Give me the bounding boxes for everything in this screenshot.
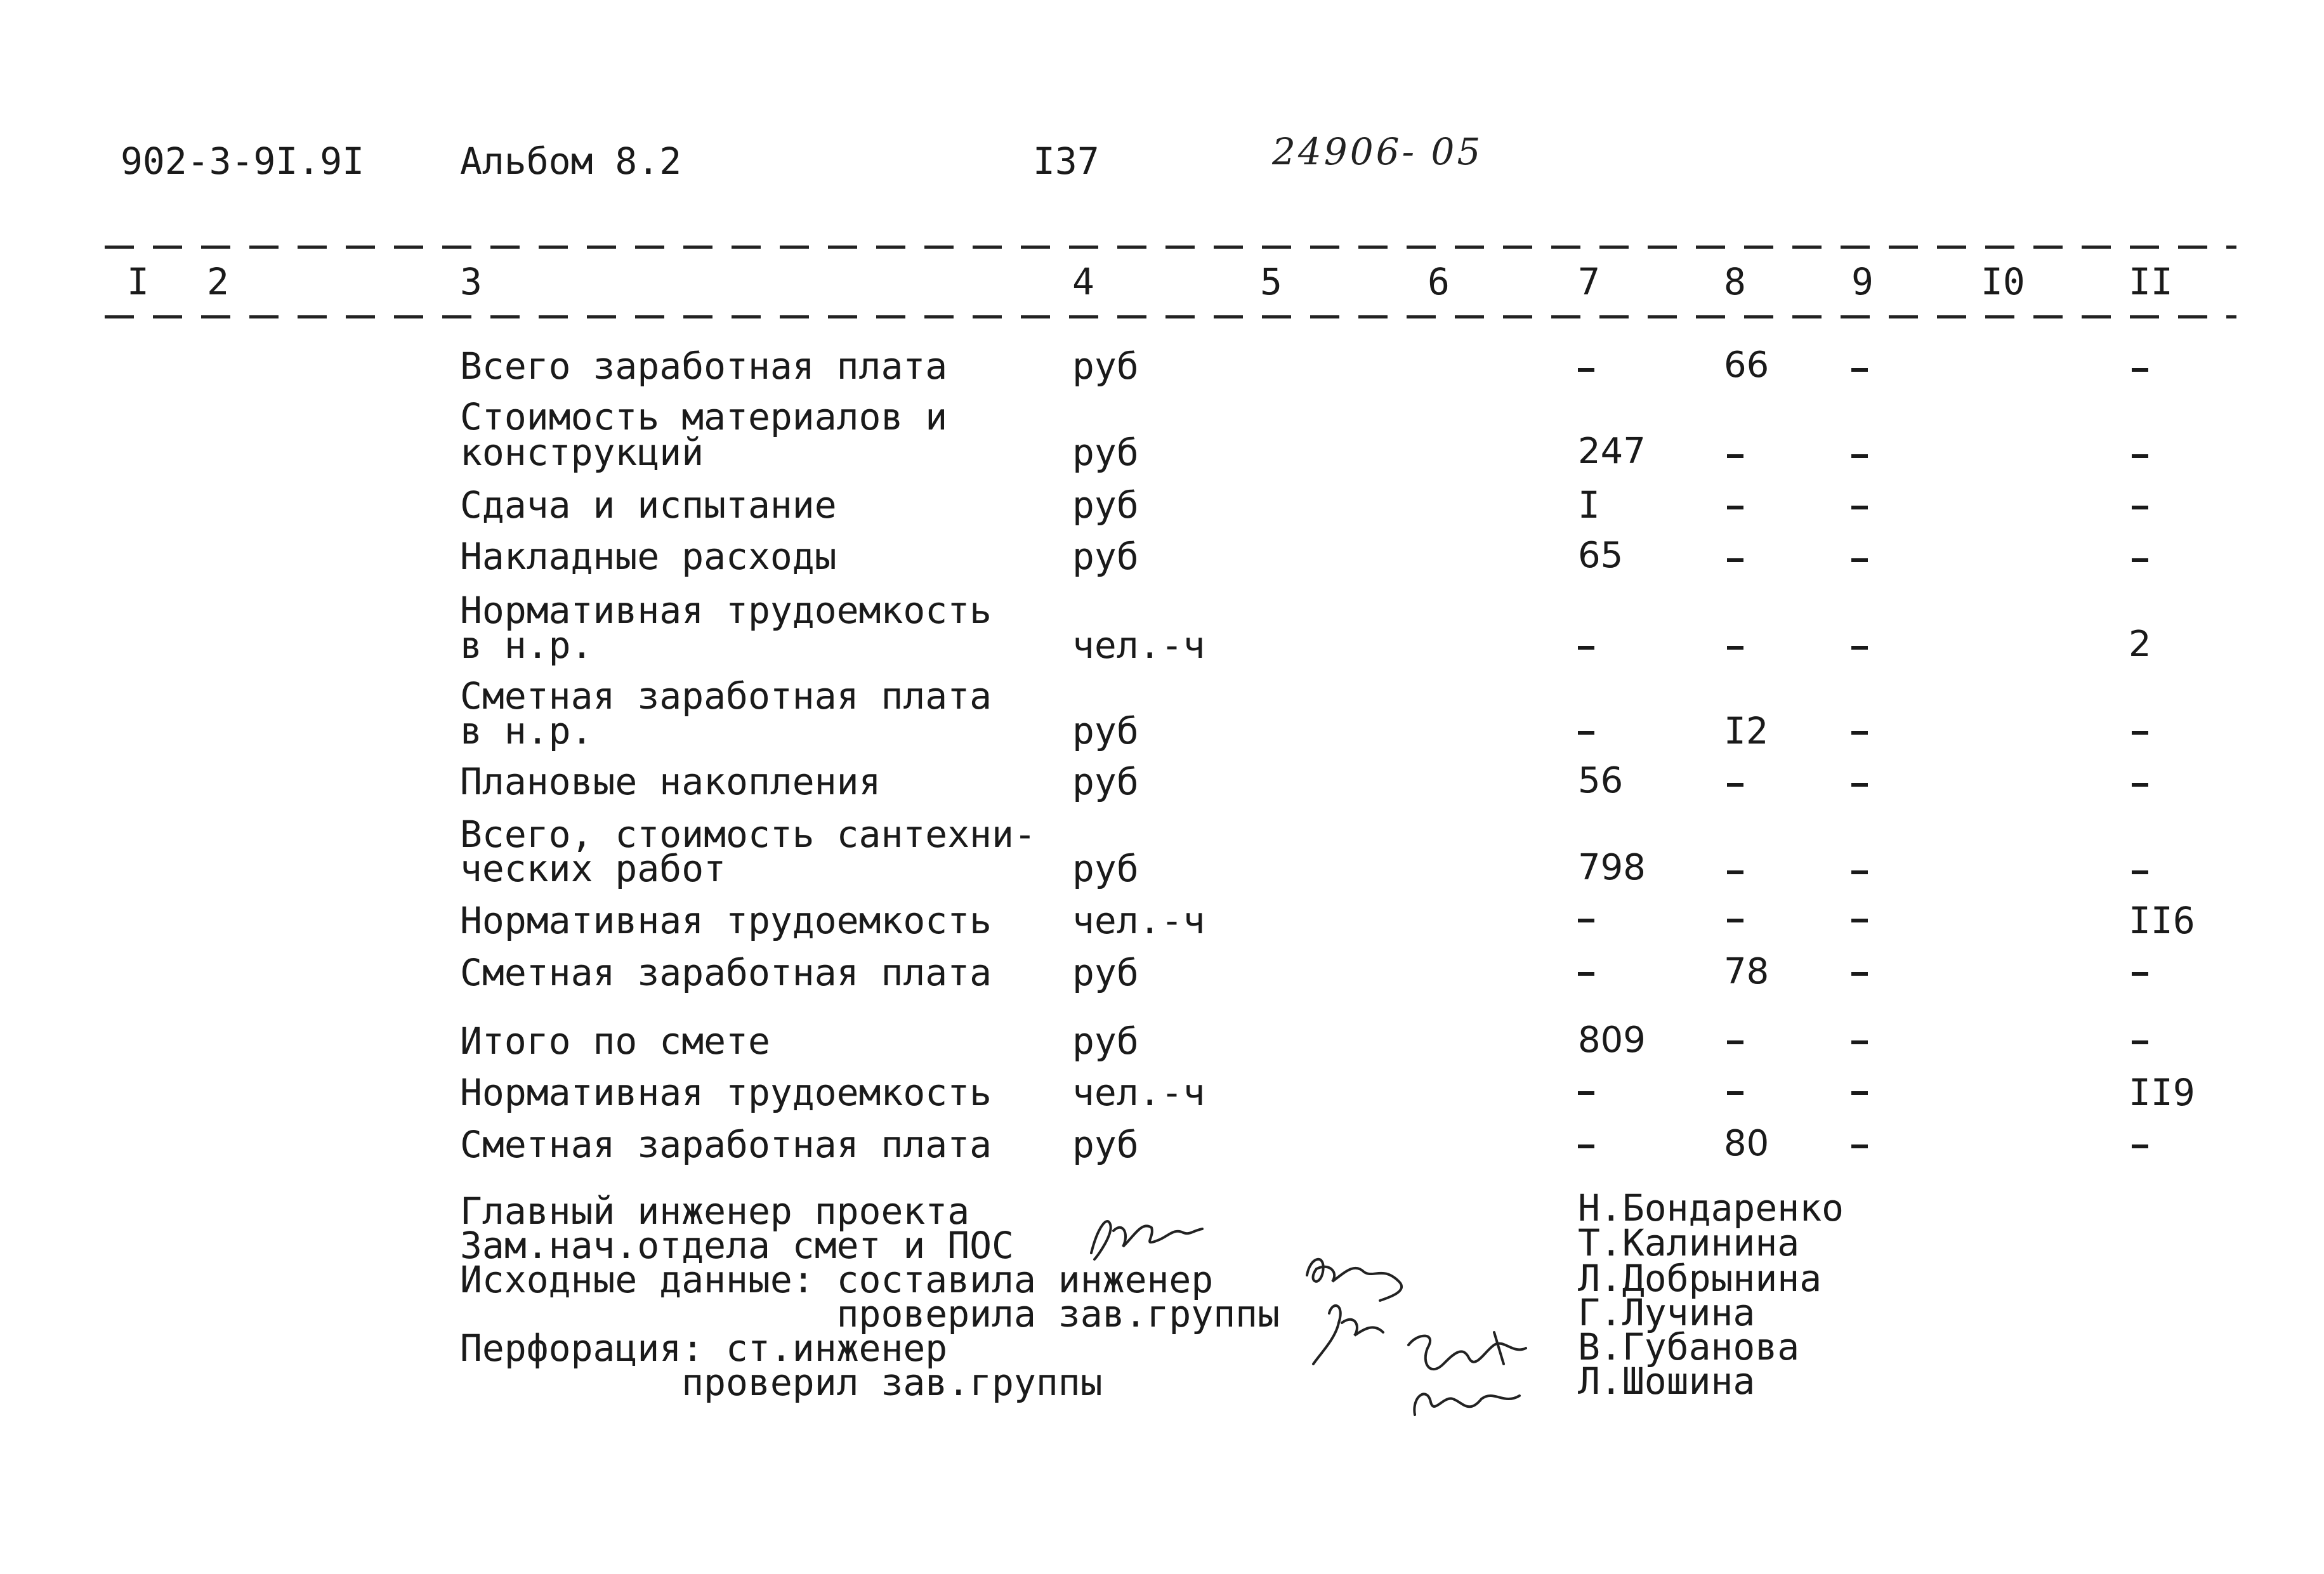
row-col11-dash	[2132, 506, 2148, 509]
row-col11-dash	[2132, 870, 2148, 874]
row-col7-dash	[1578, 368, 1594, 372]
role-perforation-checked: проверил зав.группы	[460, 1361, 1103, 1404]
column-header-5: 5	[1260, 260, 1282, 303]
row-name-line-1: Сметная заработная плата	[460, 674, 992, 718]
row-name-line-1: Всего, стоимость сантехни-	[460, 813, 1036, 856]
row-col7-value: 56	[1578, 760, 1624, 801]
row-col7-dash	[1578, 919, 1594, 922]
row-name-line-1: Стоимость материалов и	[460, 395, 948, 438]
row-name-line-2: ческих работ	[460, 847, 726, 890]
row-col8-dash	[1727, 646, 1743, 650]
row-col9-dash	[1851, 1144, 1868, 1148]
row-name-line-2: в н.р.	[460, 709, 593, 752]
row-col11-value: II6	[2129, 899, 2195, 942]
row-unit: руб	[1072, 847, 1139, 890]
row-col8-dash	[1727, 558, 1743, 562]
document-code: 902-3-9I.9I	[121, 140, 365, 183]
row-col8-value: 66	[1724, 344, 1769, 386]
column-header-6: 6	[1428, 260, 1450, 303]
row-col8-dash	[1727, 454, 1743, 458]
row-unit: руб	[1072, 483, 1139, 527]
row-unit: руб	[1072, 1020, 1139, 1063]
row-col7-value: 809	[1578, 1020, 1646, 1061]
row-col8-value: 80	[1724, 1123, 1769, 1164]
column-header-2: 2	[207, 260, 229, 303]
role-chief-engineer: Главный инженер проекта	[460, 1190, 970, 1233]
row-col8-dash	[1727, 783, 1743, 787]
column-header-3: 3	[460, 260, 482, 303]
row-unit: руб	[1072, 431, 1139, 474]
role-source-data-compiled: Исходные данные: составила инженер	[460, 1258, 1214, 1301]
name-dobrynina: Л.Добрынина	[1578, 1257, 1822, 1300]
row-name: Накладные расходы	[460, 535, 837, 578]
row-col9-dash	[1851, 783, 1868, 787]
row-unit: чел.-ч	[1072, 624, 1205, 667]
row-name: Сметная заработная плата	[460, 951, 992, 994]
row-unit: руб	[1072, 344, 1139, 388]
row-name: Всего заработная плата	[460, 344, 948, 388]
row-unit: руб	[1072, 535, 1139, 578]
role-source-data-checked: проверила зав.группы	[460, 1292, 1280, 1335]
row-unit: руб	[1072, 760, 1139, 803]
row-col9-dash	[1851, 919, 1868, 922]
column-header-4: 4	[1072, 260, 1094, 303]
column-header-7: 7	[1578, 260, 1600, 303]
row-col11-dash	[2132, 1144, 2148, 1148]
column-header-11: II	[2129, 260, 2173, 303]
column-header-9: 9	[1851, 260, 1874, 303]
name-luchina: Г.Лучина	[1578, 1291, 1756, 1334]
row-col7-value: 247	[1578, 431, 1646, 472]
row-name: Нормативная трудоемкость	[460, 899, 992, 942]
role-perforation-engineer: Перфорация: ст.инженер	[460, 1327, 948, 1370]
row-col7-dash	[1578, 646, 1594, 650]
row-name: Нормативная трудоемкость	[460, 1071, 992, 1114]
row-unit: руб	[1072, 1123, 1139, 1166]
row-col9-dash	[1851, 1091, 1868, 1095]
row-col9-dash	[1851, 454, 1868, 458]
row-name-line-2: в н.р.	[460, 624, 593, 667]
column-header-1: I	[127, 260, 149, 303]
handwritten-signature-1	[1079, 1209, 1244, 1266]
row-col7-value: I	[1578, 483, 1600, 527]
row-col9-dash	[1851, 1040, 1868, 1044]
row-col7-dash	[1578, 1144, 1594, 1148]
album-label: Альбом 8.2	[460, 140, 682, 183]
row-unit: руб	[1072, 709, 1139, 752]
row-col11-value: II9	[2129, 1071, 2195, 1114]
row-col8-value: I2	[1724, 709, 1768, 752]
row-col11-value: 2	[2129, 624, 2151, 665]
row-col11-dash	[2132, 1040, 2148, 1044]
row-col8-dash	[1727, 506, 1743, 509]
column-header-10: I0	[1981, 260, 2025, 303]
row-col11-dash	[2132, 558, 2148, 562]
row-col11-dash	[2132, 972, 2148, 976]
row-col9-dash	[1851, 731, 1868, 735]
row-col9-dash	[1851, 368, 1868, 372]
row-col8-value: 78	[1724, 951, 1769, 992]
row-col8-dash	[1727, 1040, 1743, 1044]
name-bondarenko: Н.Бондаренко	[1578, 1186, 1844, 1230]
row-unit: чел.-ч	[1072, 899, 1205, 942]
row-name-line-2: конструкций	[460, 431, 704, 474]
row-unit: руб	[1072, 951, 1139, 994]
row-col9-dash	[1851, 972, 1868, 976]
row-col8-dash	[1727, 919, 1743, 922]
row-col7-value: 65	[1578, 535, 1624, 576]
row-col9-dash	[1851, 506, 1868, 509]
handwritten-inventory-number: 24906- 05	[1272, 130, 1483, 173]
row-col11-dash	[2132, 783, 2148, 787]
row-col9-dash	[1851, 558, 1868, 562]
row-col7-dash	[1578, 731, 1594, 735]
row-unit: чел.-ч	[1072, 1071, 1205, 1114]
row-col8-dash	[1727, 870, 1743, 874]
row-name-line-1: Нормативная трудоемкость	[460, 589, 992, 632]
header-top-rule	[105, 246, 2236, 249]
name-gubanova: В.Губанова	[1578, 1325, 1800, 1368]
role-deputy-head: Зам.нач.отдела смет и ПОС	[460, 1224, 1014, 1267]
row-col7-value: 798	[1578, 847, 1646, 888]
row-name: Сдача и испытание	[460, 483, 837, 527]
row-col7-dash	[1578, 1091, 1594, 1095]
page-number: I37	[1033, 140, 1100, 183]
row-name: Итого по смете	[460, 1020, 770, 1063]
header-bottom-rule	[105, 315, 2236, 318]
row-col7-dash	[1578, 972, 1594, 976]
name-kalinina: Т.Калинина	[1578, 1221, 1800, 1264]
row-name: Сметная заработная плата	[460, 1123, 992, 1166]
row-col8-dash	[1727, 1091, 1743, 1095]
row-col11-dash	[2132, 454, 2148, 458]
column-header-8: 8	[1724, 260, 1746, 303]
row-col11-dash	[2132, 368, 2148, 372]
row-name: Плановые накопления	[460, 760, 881, 803]
handwritten-signature-3	[1393, 1320, 1558, 1427]
row-col9-dash	[1851, 870, 1868, 874]
row-col9-dash	[1851, 646, 1868, 650]
row-col11-dash	[2132, 731, 2148, 735]
name-shoshina: Л.Шошина	[1578, 1360, 1756, 1403]
